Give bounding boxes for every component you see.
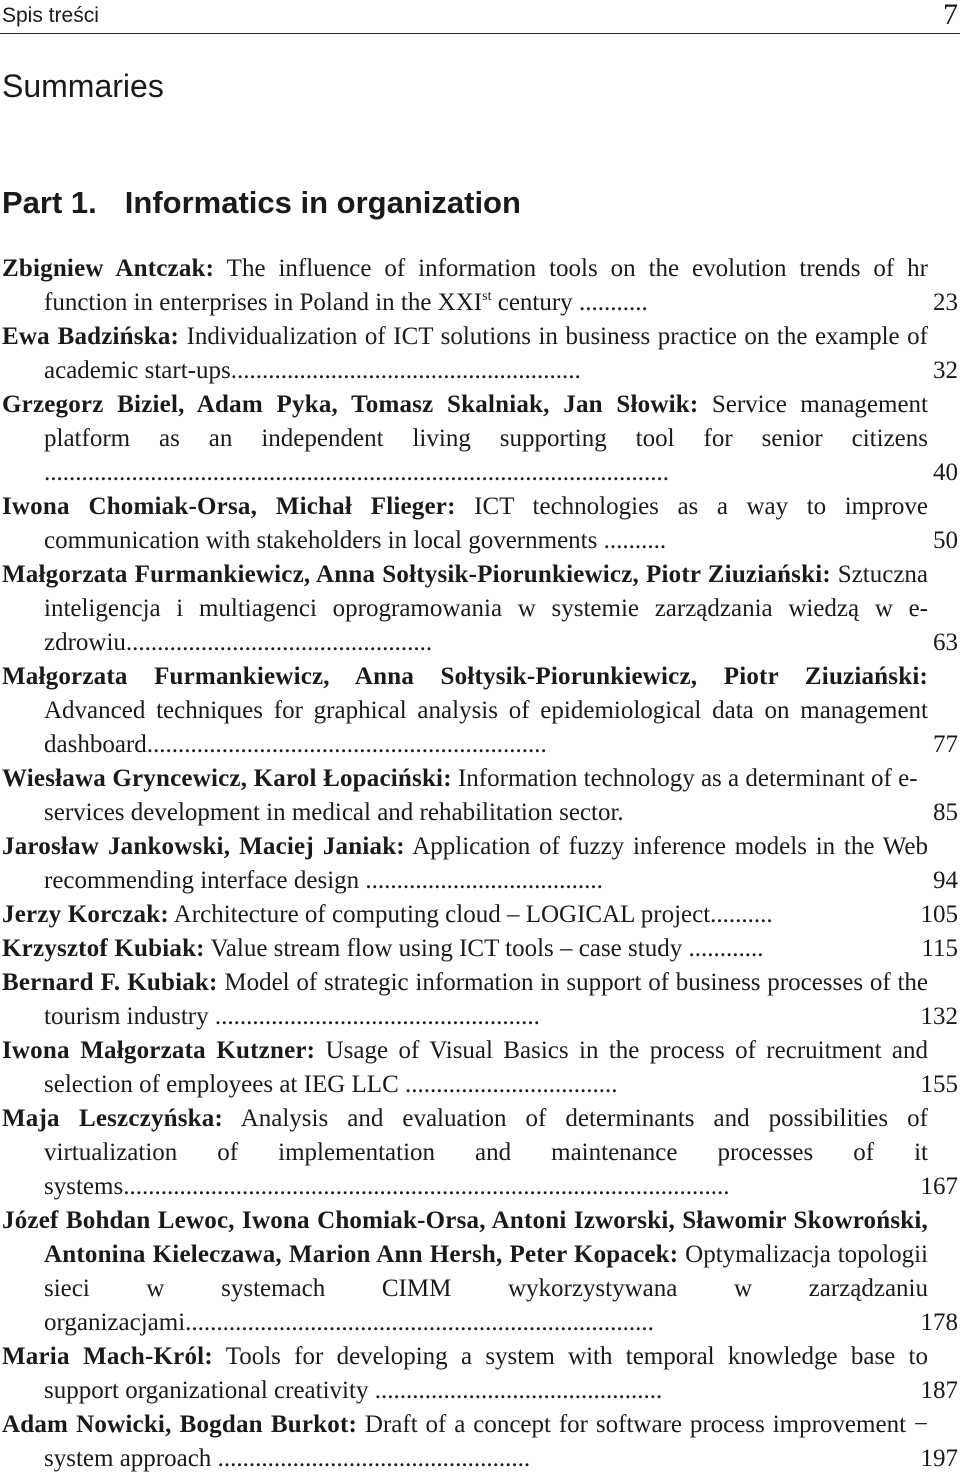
running-header-title: Spis treści xyxy=(2,4,99,27)
toc-entry[interactable] xyxy=(0,1340,960,1408)
toc-entry-authors: Jerzy Korczak: xyxy=(2,901,169,928)
toc-entry-text xyxy=(0,388,928,490)
toc-entry[interactable] xyxy=(0,490,960,558)
toc-entry-authors: Józef Bohdan Lewoc, Iwona Chomiak-Orsa, Antoni Izworski, Sławomir Skowroński, Antonina Kieleczawa, Marion Ann Hersh, Peter Kopacek: xyxy=(2,1207,928,1268)
toc-entry[interactable] xyxy=(0,252,960,320)
toc-entry-page: 32 xyxy=(933,357,958,384)
table-of-contents xyxy=(0,252,960,1476)
toc-entry-authors: Małgorzata Furmankiewicz, Anna Sołtysik-Piorunkiewicz, Piotr Ziuziański: xyxy=(2,663,928,690)
toc-entry-text xyxy=(0,932,928,966)
leader-dots: ........................................................................... xyxy=(185,1309,654,1336)
toc-entry-authors: Adam Nowicki, Bogdan Burkot: xyxy=(2,1411,358,1438)
part-title: Informatics in organization xyxy=(124,185,521,220)
toc-entry[interactable] xyxy=(0,660,960,762)
toc-entry-page: 155 xyxy=(920,1071,958,1098)
toc-entry-page: 77 xyxy=(933,731,958,758)
toc-entry[interactable] xyxy=(0,388,960,490)
toc-entry-authors: Zbigniew Antczak: xyxy=(2,255,215,282)
toc-entry-text xyxy=(0,660,928,762)
toc-entry-superscript: st xyxy=(482,289,492,304)
toc-entry-title: Sztuczna inteligencja i multiagenci oprogramowania w systemie zarządzania wiedzą w e-zdrowiu xyxy=(44,561,929,656)
toc-entry-authors: Wiesława Gryncewicz, Karol Łopaciński: xyxy=(2,765,452,792)
toc-entry-authors: Małgorzata Furmankiewicz, Anna Sołtysik-Piorunkiewicz, Piotr Ziuziański: xyxy=(2,561,831,588)
toc-entry-page: 197 xyxy=(920,1445,958,1472)
toc-entry-text xyxy=(0,830,928,898)
leader-dots: ............ xyxy=(682,935,764,962)
toc-entry-title: Usage of Visual Basics in the process of recruitment and selection of employees at IEG LLC xyxy=(44,1037,929,1098)
toc-entry[interactable] xyxy=(0,1204,960,1340)
toc-entry-title: Information technology as a determinant of e-services development in medical and rehabilitation sector. xyxy=(44,765,918,826)
toc-entry[interactable] xyxy=(0,1102,960,1204)
toc-entry[interactable] xyxy=(0,830,960,898)
leader-dots: .......... xyxy=(597,527,667,554)
leader-dots: ........... xyxy=(572,289,648,316)
toc-entry-authors: Maria Mach-Król: xyxy=(2,1343,213,1370)
toc-entry-text xyxy=(0,490,928,558)
toc-entry-authors: Bernard F. Kubiak: xyxy=(2,969,218,996)
toc-entry-authors: Iwona Małgorzata Kutzner: xyxy=(2,1037,316,1064)
toc-entry-title: The influence of information tools on the evolution trends of hr function in enterprises in Poland in the XXI xyxy=(44,255,928,316)
toc-entry-authors: Krzysztof Kubiak: xyxy=(2,935,205,962)
toc-entry-title-end: century xyxy=(491,289,573,316)
toc-entry-page: 40 xyxy=(933,459,958,486)
toc-entry-text xyxy=(0,558,928,660)
toc-entry[interactable] xyxy=(0,762,960,830)
part-number: Part 1. xyxy=(2,185,97,220)
toc-entry-title: Analysis and evaluation of determinants and possibilities of virtualization of implementation and maintenance processes of it systems xyxy=(44,1105,928,1200)
leader-dots: .................................................. xyxy=(211,1445,531,1472)
toc-entry-page: 50 xyxy=(933,527,958,554)
leader-dots: .............................................. xyxy=(368,1377,663,1404)
toc-entry-title: Individualization of ICT solutions in business practice on the example of academic start-ups xyxy=(44,323,928,384)
toc-entry-authors: Jarosław Jankowski, Maciej Janiak: xyxy=(2,833,405,860)
toc-entry-title: Draft of a concept for software process improvement − system approach xyxy=(44,1411,928,1472)
toc-entry-title: Architecture of computing cloud – LOGICAL project xyxy=(173,901,711,928)
toc-entry-authors: Iwona Chomiak-Orsa, Michał Flieger: xyxy=(2,493,456,520)
leader-dots: ................................................................................................. xyxy=(123,1173,730,1200)
leader-dots: ...................................... xyxy=(359,867,603,894)
leader-dots: ........................................................ xyxy=(230,357,581,384)
toc-entry-title: Tools for developing a system with temporal knowledge base to support organizational creativity xyxy=(44,1343,928,1404)
toc-entry-text xyxy=(0,1204,928,1340)
toc-entry-text xyxy=(0,1034,928,1102)
toc-entry-text xyxy=(0,1340,928,1408)
toc-entry-text xyxy=(0,898,928,932)
toc-entry-title: Advanced techniques for graphical analysis of epidemiological data on management dashboard xyxy=(44,697,928,758)
page-number: 7 xyxy=(943,0,958,31)
running-header xyxy=(0,0,960,34)
toc-entry-title: Value stream flow using ICT tools – case study xyxy=(210,935,683,962)
toc-entry-authors: Maja Leszczyńska: xyxy=(2,1105,224,1132)
toc-entry-text xyxy=(0,1102,928,1204)
toc-entry-page: 167 xyxy=(920,1173,958,1200)
leader-dots: .......... xyxy=(710,901,773,928)
toc-entry-page: 94 xyxy=(933,867,958,894)
toc-entry[interactable] xyxy=(0,898,960,932)
leader-dots: .................................................... xyxy=(208,1003,540,1030)
toc-entry-authors: Grzegorz Biziel, Adam Pyka, Tomasz Skalniak, Jan Słowik: xyxy=(2,391,699,418)
toc-entry-title: Service management platform as an independent living supporting tool for senior citizens xyxy=(44,391,928,452)
toc-entry-text xyxy=(0,1408,928,1476)
toc-entry-page: 178 xyxy=(920,1309,958,1336)
toc-entry-title: ICT technologies as a way to improve communication with stakeholders in local governments xyxy=(44,493,929,554)
toc-entry-page: 115 xyxy=(921,935,958,962)
toc-entry-text xyxy=(0,762,928,830)
toc-entry-title: Optymalizacja topologii sieci w systemach CIMM wykorzystywana w zarządzaniu organizacjami xyxy=(44,1241,929,1336)
leader-dots: ................................................................ xyxy=(146,731,547,758)
toc-entry[interactable] xyxy=(0,320,960,388)
toc-entry-page: 23 xyxy=(933,289,958,316)
toc-entry-title: Application of fuzzy inference models in the Web recommending interface design xyxy=(44,833,928,894)
toc-entry-page: 105 xyxy=(920,901,958,928)
toc-entry-page: 187 xyxy=(920,1377,958,1404)
toc-entry-authors: Ewa Badzińska: xyxy=(2,323,180,350)
toc-entry-text xyxy=(0,966,928,1034)
toc-entry[interactable] xyxy=(0,932,960,966)
part-heading xyxy=(2,185,521,221)
toc-entry[interactable] xyxy=(0,1408,960,1476)
toc-entry-page: 63 xyxy=(933,629,958,656)
leader-dots: .................................. xyxy=(398,1071,618,1098)
toc-entry-page: 132 xyxy=(920,1003,958,1030)
toc-entry-title: Model of strategic information in support of business processes of the tourism industry xyxy=(44,969,928,1030)
toc-entry[interactable] xyxy=(0,966,960,1034)
toc-entry[interactable] xyxy=(0,1034,960,1102)
toc-entry[interactable] xyxy=(0,558,960,660)
leader-dots: .................................................................................................... xyxy=(44,459,669,486)
section-title: Summaries xyxy=(2,68,164,104)
toc-entry-text xyxy=(0,252,928,320)
toc-entry-text xyxy=(0,320,928,388)
leader-dots: ................................................. xyxy=(125,629,433,656)
toc-entry-page: 85 xyxy=(933,799,958,826)
